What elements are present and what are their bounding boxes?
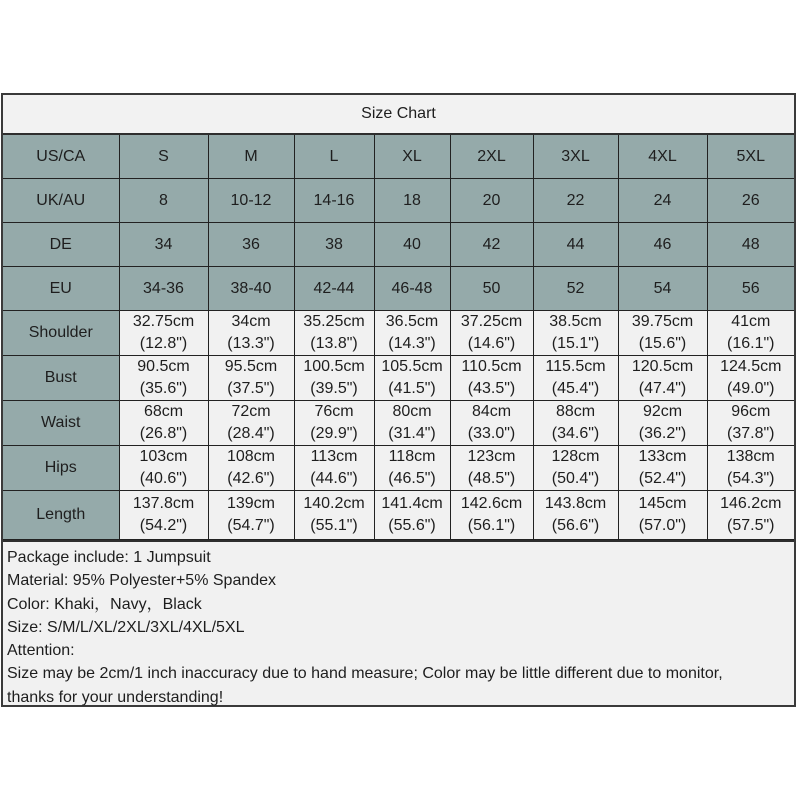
inch-value: (16.1")	[727, 335, 775, 352]
size-cell: 8	[119, 179, 208, 223]
measure-cell	[208, 446, 294, 491]
inch-value: (15.6")	[638, 335, 687, 352]
note-line: Attention:	[7, 642, 75, 660]
size-cell: 34	[119, 223, 208, 267]
inch-value: (34.6")	[551, 425, 600, 442]
row-label: Bust	[3, 356, 119, 401]
cm-value: 90.5cm	[137, 358, 190, 375]
inch-value: (44.6")	[310, 470, 358, 487]
measure-cell	[294, 401, 374, 446]
cm-value: 146.2cm	[720, 495, 782, 512]
size-row-uk-au	[3, 179, 794, 223]
row-label: US/CA	[3, 135, 119, 179]
row-label: Shoulder	[3, 311, 119, 356]
cm-value: 36.5cm	[385, 313, 439, 330]
measure-cell	[208, 311, 294, 356]
measure-cell	[533, 401, 618, 446]
cm-value: 41cm	[731, 313, 771, 330]
inch-value: (37.5")	[227, 380, 275, 397]
measure-row-shoulder	[3, 311, 794, 356]
size-cell: 40	[374, 223, 450, 267]
inch-value: (50.4")	[551, 470, 600, 487]
measure-cell	[294, 356, 374, 401]
size-cell: 36	[208, 223, 294, 267]
row-label: Hips	[3, 446, 119, 491]
cm-value: 34cm	[231, 313, 271, 330]
size-cell: 42-44	[294, 267, 374, 311]
cm-value: 88cm	[555, 403, 596, 420]
cm-value: 138cm	[726, 448, 775, 465]
row-label: EU	[3, 267, 119, 311]
inch-value: (14.6")	[467, 335, 516, 352]
row-label: Length	[3, 491, 119, 540]
inch-value: (57.5")	[727, 517, 775, 534]
cm-value: 140.2cm	[303, 495, 365, 512]
cm-value: 145cm	[638, 495, 687, 512]
measure-cell	[374, 311, 450, 356]
cm-value: 139cm	[226, 495, 276, 512]
measure-cell	[450, 491, 533, 540]
size-cell: 38-40	[208, 267, 294, 311]
measure-cell	[533, 446, 618, 491]
measure-cell	[533, 491, 618, 540]
measure-row-waist	[3, 401, 794, 446]
cm-value: 72cm	[231, 403, 271, 420]
measure-cell	[618, 491, 707, 540]
measure-cell	[119, 491, 208, 540]
note-line: thanks for your understanding!	[7, 688, 224, 706]
cm-value: 76cm	[314, 403, 354, 420]
measure-cell	[707, 356, 794, 401]
inch-value: (56.6")	[551, 517, 600, 534]
measure-cell	[208, 401, 294, 446]
cm-value: 124.5cm	[720, 358, 782, 375]
inch-value: (13.8")	[310, 335, 358, 352]
measure-cell	[450, 356, 533, 401]
size-row-de	[3, 223, 794, 267]
size-cell: 3XL	[533, 135, 618, 179]
cm-value: 133cm	[638, 448, 687, 465]
size-cell: 44	[533, 223, 618, 267]
size-cell: 54	[618, 267, 707, 311]
inch-value: (41.5")	[388, 380, 436, 397]
inch-value: (56.1")	[467, 517, 516, 534]
cm-value: 141.4cm	[381, 495, 443, 512]
cm-value: 110.5cm	[461, 358, 522, 375]
row-label: UK/AU	[3, 179, 119, 223]
inch-value: (36.2")	[638, 425, 687, 442]
inch-value: (49.0")	[727, 380, 775, 397]
measure-cell	[533, 311, 618, 356]
size-cell: 26	[707, 179, 794, 223]
size-cell: 10-12	[208, 179, 294, 223]
cm-value: 39.75cm	[631, 313, 694, 330]
measure-cell	[450, 311, 533, 356]
cm-value: 113cm	[310, 448, 358, 465]
cm-value: 103cm	[139, 448, 188, 465]
measure-cell	[618, 356, 707, 401]
measure-cell	[374, 446, 450, 491]
measure-cell	[208, 491, 294, 540]
measure-row-hips	[3, 446, 794, 491]
measure-cell	[119, 446, 208, 491]
inch-value: (37.8")	[727, 425, 775, 442]
measure-cell	[119, 356, 208, 401]
note-line: Size may be 2cm/1 inch inaccuracy due to hand measure; Color may be little different due to monitor,	[7, 665, 723, 683]
chart-title: Size Chart	[3, 95, 794, 135]
size-cell: 46	[618, 223, 707, 267]
measure-cell	[208, 356, 294, 401]
inch-value: (39.5")	[310, 380, 358, 397]
cm-value: 105.5cm	[381, 358, 443, 375]
row-label: DE	[3, 223, 119, 267]
cm-value: 32.75cm	[132, 313, 195, 330]
measure-cell	[119, 311, 208, 356]
inch-value: (29.9")	[310, 425, 358, 442]
cm-value: 100.5cm	[303, 358, 365, 375]
note-line: Color: Khaki，Navy，Black	[7, 595, 202, 613]
measure-row-bust	[3, 356, 794, 401]
measure-cell	[450, 446, 533, 491]
measure-cell	[618, 446, 707, 491]
cm-value: 37.25cm	[460, 313, 523, 330]
size-cell: 46-48	[374, 267, 450, 311]
size-cell: 42	[450, 223, 533, 267]
cm-value: 38.5cm	[549, 313, 602, 330]
inch-value: (33.0")	[467, 425, 516, 442]
inch-value: (14.3")	[388, 335, 436, 352]
note-line: Package include: 1 Jumpsuit	[7, 549, 211, 566]
measure-cell	[294, 311, 374, 356]
cm-value: 35.25cm	[303, 313, 365, 330]
cm-value: 123cm	[467, 448, 516, 465]
inch-value: (54.3")	[727, 470, 775, 487]
cm-value: 96cm	[731, 403, 771, 420]
measure-cell	[294, 491, 374, 540]
inch-value: (55.1")	[310, 517, 358, 534]
cm-value: 143.8cm	[544, 495, 607, 512]
product-notes	[3, 540, 794, 705]
size-cell: 18	[374, 179, 450, 223]
cm-value: 68cm	[143, 403, 184, 420]
size-cell: S	[119, 135, 208, 179]
size-cell: 2XL	[450, 135, 533, 179]
measure-cell	[294, 446, 374, 491]
size-cell: 20	[450, 179, 533, 223]
size-cell: 22	[533, 179, 618, 223]
inch-value: (13.3")	[227, 335, 275, 352]
inch-value: (52.4")	[638, 470, 687, 487]
cm-value: 95.5cm	[224, 358, 278, 375]
cm-value: 128cm	[551, 448, 600, 465]
cm-value: 118cm	[388, 448, 436, 465]
cm-value: 120.5cm	[631, 358, 694, 375]
measure-cell	[374, 491, 450, 540]
size-cell: 14-16	[294, 179, 374, 223]
cm-value: 108cm	[226, 448, 276, 465]
inch-value: (54.7")	[227, 517, 275, 534]
note-line: Size: S/M/L/XL/2XL/3XL/4XL/5XL	[7, 618, 245, 636]
inch-value: (47.4")	[638, 380, 687, 397]
size-table	[3, 135, 794, 540]
measure-cell	[374, 401, 450, 446]
note-line: Material: 95% Polyester+5% Spandex	[7, 572, 277, 590]
size-cell: 38	[294, 223, 374, 267]
size-chart	[1, 93, 796, 707]
size-cell: 4XL	[618, 135, 707, 179]
measure-cell	[533, 356, 618, 401]
inch-value: (31.4")	[388, 425, 436, 442]
inch-value: (48.5")	[467, 470, 516, 487]
size-cell: M	[208, 135, 294, 179]
size-cell: L	[294, 135, 374, 179]
inch-value: (55.6")	[388, 517, 436, 534]
size-cell: 50	[450, 267, 533, 311]
inch-value: (57.0")	[638, 517, 687, 534]
cm-value: 115.5cm	[545, 358, 606, 375]
size-cell: 34-36	[119, 267, 208, 311]
measure-cell	[707, 446, 794, 491]
inch-value: (35.6")	[139, 380, 188, 397]
measure-row-length	[3, 491, 794, 540]
size-row-eu	[3, 267, 794, 311]
inch-value: (43.5")	[467, 380, 516, 397]
inch-value: (46.5")	[388, 470, 436, 487]
cm-value: 142.6cm	[460, 495, 523, 512]
cm-value: 137.8cm	[132, 495, 195, 512]
measure-cell	[119, 401, 208, 446]
size-cell: 52	[533, 267, 618, 311]
measure-cell	[707, 311, 794, 356]
inch-value: (45.4")	[551, 380, 600, 397]
inch-value: (54.2")	[139, 517, 188, 534]
size-cell: 5XL	[707, 135, 794, 179]
size-cell: 24	[618, 179, 707, 223]
measure-cell	[618, 401, 707, 446]
size-row-us-ca	[3, 135, 794, 179]
measure-cell	[450, 401, 533, 446]
inch-value: (12.8")	[139, 335, 188, 352]
inch-value: (15.1")	[551, 335, 600, 352]
inch-value: (26.8")	[139, 425, 188, 442]
size-cell: XL	[374, 135, 450, 179]
measure-cell	[707, 401, 794, 446]
inch-value: (40.6")	[139, 470, 188, 487]
size-cell: 48	[707, 223, 794, 267]
row-label: Waist	[3, 401, 119, 446]
measure-cell	[707, 491, 794, 540]
measure-cell	[374, 356, 450, 401]
inch-value: (42.6")	[227, 470, 275, 487]
cm-value: 92cm	[642, 403, 683, 420]
measure-cell	[618, 311, 707, 356]
cm-value: 80cm	[392, 403, 432, 420]
cm-value: 84cm	[471, 403, 512, 420]
inch-value: (28.4")	[227, 425, 275, 442]
size-cell: 56	[707, 267, 794, 311]
